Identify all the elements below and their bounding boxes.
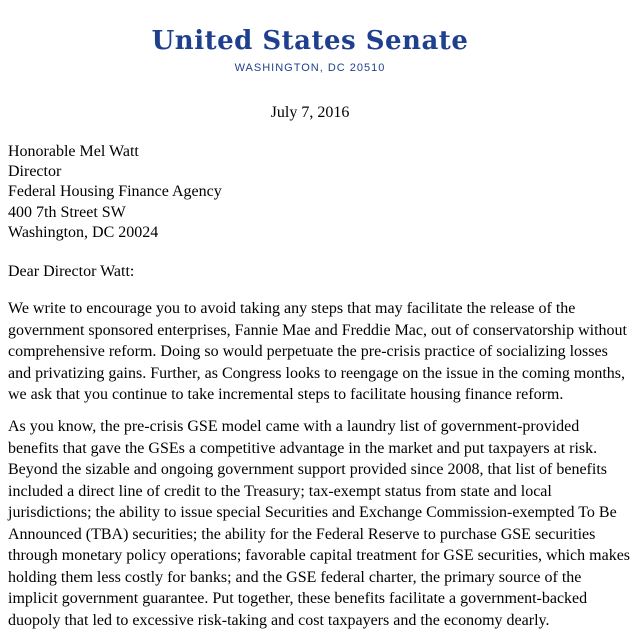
recipient-address-block <box>8 142 608 243</box>
paragraph-line: we ask that you continue to take incremental steps to facilitate housing finance reform. <box>8 384 640 406</box>
salutation: Dear Director Watt: <box>8 262 628 282</box>
paragraph-line: jurisdictions; the ability to issue special Securities and Exchange Commission-exempted To Be <box>8 502 640 524</box>
paragraph-line: holding them less costly for banks; and the GSE federal charter, the primary source of the <box>8 567 640 589</box>
paragraph-line: and privatizing gains. Further, as Congress looks to reengage on the issue in the coming months, <box>8 363 640 385</box>
paragraph-line: government sponsored enterprises, Fannie Mae and Freddie Mac, out of conservatorship without <box>8 320 640 342</box>
paragraph-line: implicit government guarantee. Put together, these benefits facilitate a government-backed <box>8 588 640 610</box>
senate-address: WASHINGTON, DC 20510 <box>0 61 620 75</box>
letter-date: July 7, 2016 <box>0 103 620 123</box>
recipient-street: 400 7th Street SW <box>8 203 608 223</box>
paragraph-line: comprehensive reform. Doing so would perpetuate the pre-crisis practice of socializing losses <box>8 341 640 363</box>
paragraph-line: duopoly that led to excessive risk-taking and cost taxpayers and the economy dearly. <box>8 610 640 631</box>
recipient-city: Washington, DC 20024 <box>8 223 608 243</box>
paragraph-line: through monetary policy operations; favorable capital treatment for GSE securities, which makes <box>8 545 640 567</box>
paragraph-line: As you know, the pre-crisis GSE model came with a laundry list of government-provided <box>8 416 640 438</box>
recipient-title: Director <box>8 162 608 182</box>
senate-title: United States Senate <box>0 24 620 58</box>
paragraph-line: Announced (TBA) securities; the ability for the Federal Reserve to purchase GSE securities <box>8 524 640 546</box>
paragraph-line: Beyond the sizable and ongoing government support provided since 2008, that list of benefits <box>8 459 640 481</box>
recipient-name: Honorable Mel Watt <box>8 142 608 162</box>
recipient-agency: Federal Housing Finance Agency <box>8 182 608 202</box>
body-paragraph-1 <box>8 298 640 406</box>
body-paragraph-2 <box>8 416 640 631</box>
paragraph-line: benefits that gave the GSEs a competitive advantage in the market and put taxpayers at risk. <box>8 438 640 460</box>
paragraph-line: included a direct line of credit to the Treasury; tax-exempt status from state and local <box>8 481 640 503</box>
paragraph-line: We write to encourage you to avoid taking any steps that may facilitate the release of the <box>8 298 640 320</box>
